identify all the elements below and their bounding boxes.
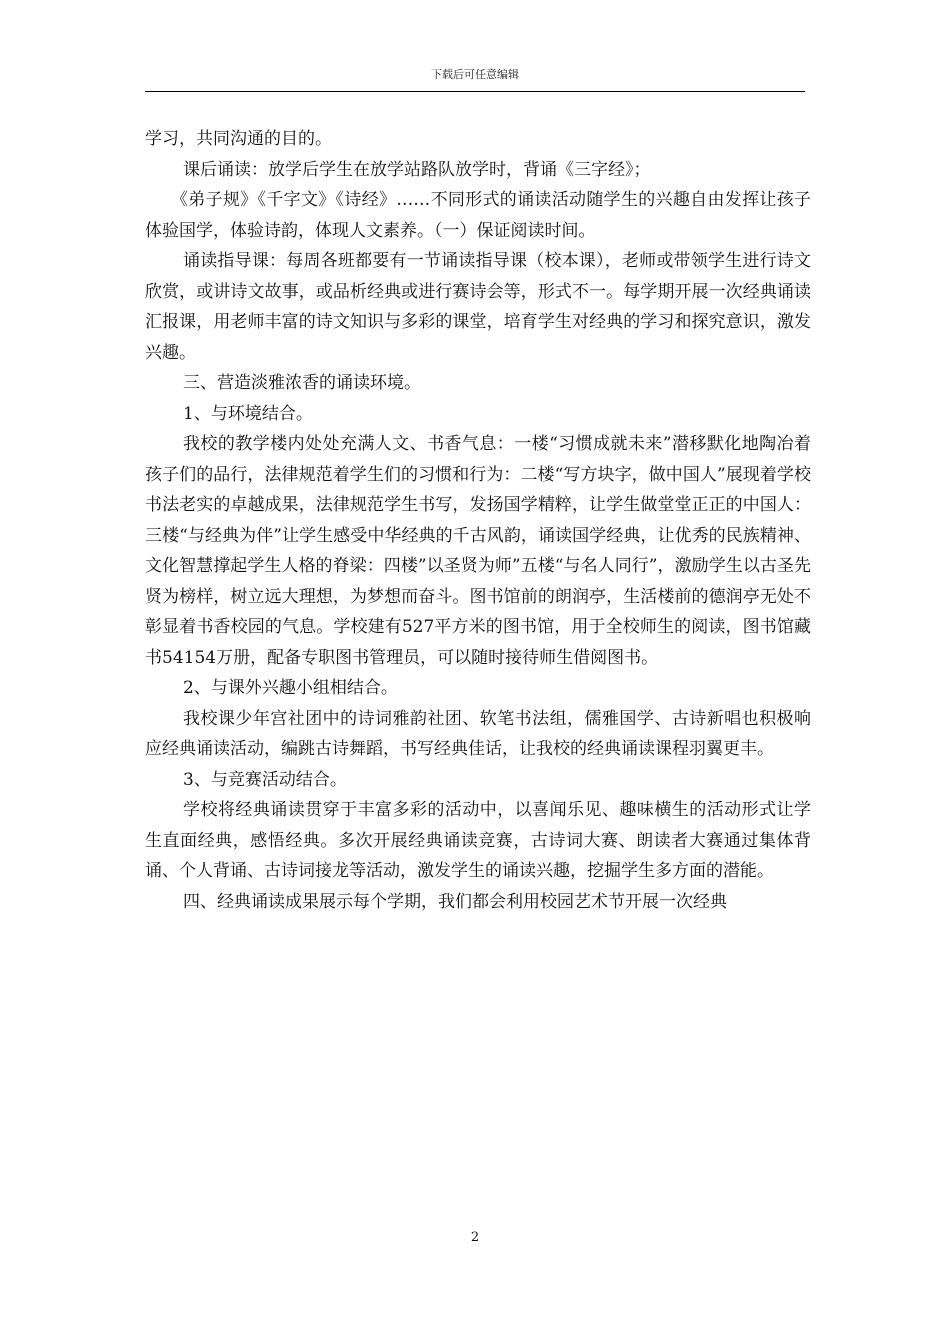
section-heading: 三、营造淡雅浓香的诵读环境。 [183, 373, 421, 393]
paragraph: 学校将经典诵读贯穿于丰富多彩的活动中，以喜闻乐见、趣味横生的活动形式让学生直面经典，感悟经典。多次开展经典诵读竞赛，古诗词大赛、朗读者大赛通过集体背诵、个人背诵、古诗词接龙等活动，激发学生的诵读兴趣，挖掘学生多方面的潜能。 [145, 800, 811, 881]
paragraph: 诵读指导课：每周各班都要有一节诵读指导课（校本课），老师或带领学生进行诗文欣赏，或讲诗文故事，或品析经典或进行赛诗会等，形式不一。每学期开展一次经典诵读汇报课，用老师丰富的诗文知识与多彩的课堂，培育学生对经典的学习和探究意识，激发兴趣。 [145, 251, 811, 363]
paragraph: 我校课少年宫社团中的诗词雅韵社团、软笔书法组，儒雅国学、古诗新唱也积极响应经典诵读活动，编跳古诗舞蹈，书写经典佳话，让我校的经典诵读课程羽翼更丰。 [145, 708, 811, 759]
page-number: 2 [470, 1230, 480, 1245]
paragraph: 课后诵读：放学后学生在放学站路队放学时，背诵《三字经》； [183, 159, 651, 180]
document-body [145, 124, 811, 917]
paragraph: 学习，共同沟通的目的。 [145, 129, 332, 149]
paragraph: 四、经典诵读成果展示每个学期，我们都会利用校园艺术节开展一次经典 [183, 891, 727, 912]
page-header: 下载后可任意编辑 [431, 68, 519, 81]
paragraph: 我校的教学楼内处处充满人文、书香气息：一楼“习惯成就未来”潜移默化地陶冶着孩子们的品行，法律规范着学生们的习惯和行为：二楼“写方块字，做中国人”展现着学校书法老实的卓越成果，法律规范学生书写，发扬国学精粹，让学生做堂堂正正的中国人：三楼“与经典为伴”让学生感受中华经典的千古风韵，诵读国学经典，让优秀的民族精神、文化智慧撑起学生人格的脊梁：四楼”以圣贤为师”五楼“与名人同行”，激励学生以古圣先贤为榜样，树立远大理想，为梦想而奋斗。图书馆前的朗润亭，生活楼前的德润亭无处不彰显着书香校园的气息。学校建有527平方米的图书馆，用于全校师生的阅读，图书馆藏书54154万册，配备专职图书管理员，可以随时接待师生借阅图书。 [145, 434, 811, 668]
paragraph: 《弟子规》《千字文》《诗经》……不同形式的诵读活动随学生的兴趣自由发挥让孩子体验国学，体验诗韵，体现人文素养。（一）保证阅读时间。 [145, 190, 811, 241]
header-divider [145, 91, 805, 92]
subsection-heading: 1、与环境结合。 [183, 403, 313, 424]
subsection-heading: 3、与竞赛活动结合。 [183, 769, 347, 790]
subsection-heading: 2、与课外兴趣小组相结合。 [183, 678, 398, 698]
